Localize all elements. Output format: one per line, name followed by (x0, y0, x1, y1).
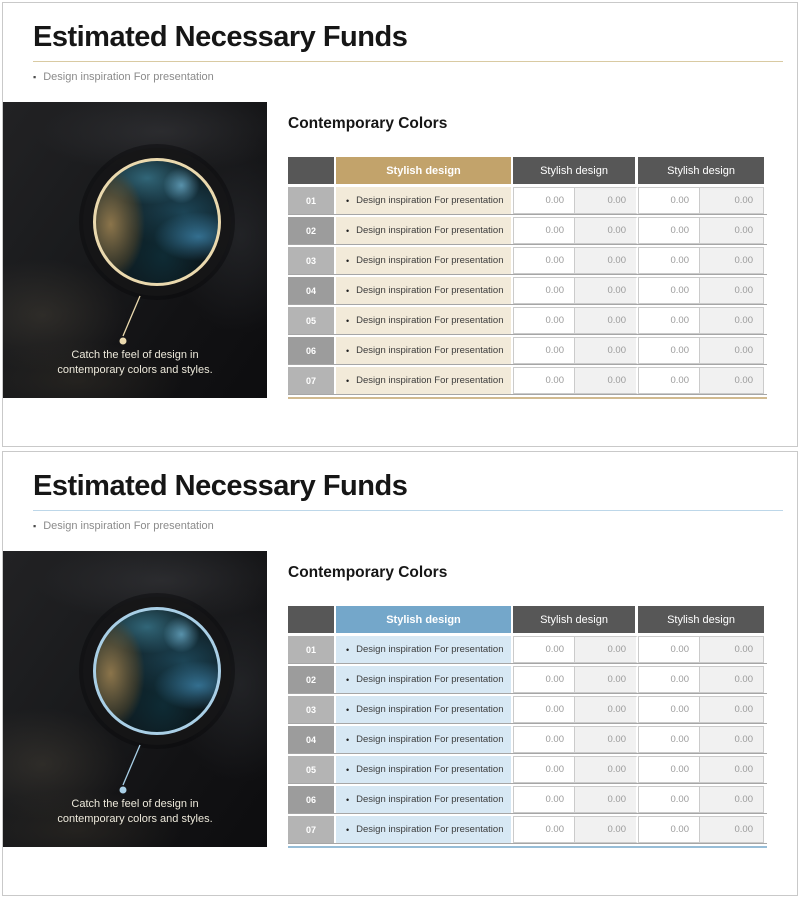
header-blank-cell (288, 157, 336, 184)
value-cell: 0.00 (700, 666, 764, 693)
table-body (288, 187, 767, 395)
value-cell: 0.00 (638, 337, 700, 364)
row-description-cell (336, 247, 513, 274)
row-description-cell (336, 726, 513, 753)
value-cell: 0.00 (575, 277, 638, 304)
row-description-cell (336, 307, 513, 334)
table-row (288, 636, 767, 664)
dot-bullet-icon: • (346, 285, 350, 296)
table-row (288, 247, 767, 275)
value-cell: 0.00 (638, 756, 700, 783)
row-description-text: Design inspiration For presentation (356, 285, 504, 296)
dot-bullet-icon: • (346, 764, 350, 775)
page-title: Estimated Necessary Funds (33, 21, 408, 53)
slide-preview-1[interactable] (2, 2, 798, 447)
value-cell: 0.00 (575, 217, 638, 244)
row-description-text: Design inspiration For presentation (356, 674, 504, 685)
row-description-text: Design inspiration For presentation (356, 794, 504, 805)
value-cell: 0.00 (638, 816, 700, 843)
dot-bullet-icon: • (346, 674, 350, 685)
value-cell: 0.00 (575, 307, 638, 334)
value-cell: 0.00 (575, 367, 638, 394)
caption-line-1: Catch the feel of design in (71, 798, 199, 810)
value-cell: 0.00 (700, 187, 764, 214)
dot-bullet-icon: • (346, 375, 350, 386)
value-cell: 0.00 (638, 666, 700, 693)
row-description-cell (336, 816, 513, 843)
circle-inset-photo (93, 158, 221, 286)
value-cell: 0.00 (638, 636, 700, 663)
row-description-cell (336, 696, 513, 723)
header-group-1: Stylish design (336, 606, 513, 633)
dot-bullet-icon: • (346, 824, 350, 835)
value-cell: 0.00 (638, 247, 700, 274)
value-cell: 0.00 (575, 337, 638, 364)
title-underline (33, 510, 783, 511)
table-bottom-accent (288, 397, 767, 399)
row-description-text: Design inspiration For presentation (356, 255, 504, 266)
row-description-cell (336, 367, 513, 394)
value-cell: 0.00 (700, 337, 764, 364)
value-cell: 0.00 (700, 247, 764, 274)
row-description-text: Design inspiration For presentation (356, 195, 504, 206)
value-cell: 0.00 (638, 277, 700, 304)
value-cell: 0.00 (638, 307, 700, 334)
header-group-2: Stylish design (513, 606, 638, 633)
title-underline (33, 61, 783, 62)
row-number-cell: 01 (288, 636, 336, 663)
value-cell: 0.00 (575, 756, 638, 783)
connector-line (106, 741, 152, 801)
row-description-cell (336, 666, 513, 693)
row-description-cell (336, 187, 513, 214)
value-cell: 0.00 (513, 726, 575, 753)
table-row (288, 696, 767, 724)
value-cell: 0.00 (575, 187, 638, 214)
row-number-cell: 02 (288, 217, 336, 244)
connector-line (106, 292, 152, 352)
caption-line-2: contemporary colors and styles. (57, 813, 213, 825)
value-cell: 0.00 (513, 367, 575, 394)
value-cell: 0.00 (513, 756, 575, 783)
row-number-cell: 04 (288, 277, 336, 304)
engine-macro-photo (3, 551, 267, 847)
header-group-1: Stylish design (336, 157, 513, 184)
engine-macro-photo (3, 102, 267, 398)
dot-bullet-icon: • (346, 195, 350, 206)
value-cell: 0.00 (638, 696, 700, 723)
value-cell: 0.00 (575, 726, 638, 753)
value-cell: 0.00 (513, 247, 575, 274)
table-header-row (288, 606, 767, 633)
subtitle (33, 520, 214, 532)
table-row (288, 756, 767, 784)
row-description-cell (336, 277, 513, 304)
value-cell: 0.00 (513, 277, 575, 304)
table-row (288, 307, 767, 335)
table-row (288, 786, 767, 814)
slide-preview-2[interactable] (2, 451, 798, 896)
funds-table (288, 157, 767, 399)
row-description-text: Design inspiration For presentation (356, 734, 504, 745)
value-cell: 0.00 (575, 636, 638, 663)
row-description-cell (336, 337, 513, 364)
table-row (288, 187, 767, 215)
value-cell: 0.00 (513, 696, 575, 723)
row-number-cell: 05 (288, 307, 336, 334)
subtitle (33, 71, 214, 83)
value-cell: 0.00 (638, 217, 700, 244)
table-row (288, 666, 767, 694)
row-number-cell: 07 (288, 367, 336, 394)
row-number-cell: 04 (288, 726, 336, 753)
dot-bullet-icon: • (346, 255, 350, 266)
row-number-cell: 01 (288, 187, 336, 214)
value-cell: 0.00 (513, 337, 575, 364)
value-cell: 0.00 (700, 367, 764, 394)
value-cell: 0.00 (700, 277, 764, 304)
row-number-cell: 07 (288, 816, 336, 843)
page-title: Estimated Necessary Funds (33, 470, 408, 502)
photo-caption (3, 797, 267, 827)
value-cell: 0.00 (638, 367, 700, 394)
square-bullet-icon: ▪ (33, 72, 37, 82)
subtitle-text: Design inspiration For presentation (43, 520, 214, 532)
table-row (288, 367, 767, 395)
value-cell: 0.00 (513, 786, 575, 813)
dot-bullet-icon: • (346, 734, 350, 745)
row-description-text: Design inspiration For presentation (356, 704, 504, 715)
row-description-text: Design inspiration For presentation (356, 764, 504, 775)
row-description-text: Design inspiration For presentation (356, 824, 504, 835)
value-cell: 0.00 (638, 726, 700, 753)
value-cell: 0.00 (575, 696, 638, 723)
value-cell: 0.00 (513, 816, 575, 843)
table-row (288, 217, 767, 245)
table-row (288, 816, 767, 844)
value-cell: 0.00 (513, 307, 575, 334)
dot-bullet-icon: • (346, 345, 350, 356)
row-description-text: Design inspiration For presentation (356, 225, 504, 236)
dot-bullet-icon: • (346, 704, 350, 715)
row-description-cell (336, 786, 513, 813)
value-cell: 0.00 (700, 816, 764, 843)
row-description-cell (336, 636, 513, 663)
header-group-3: Stylish design (638, 606, 764, 633)
row-description-cell (336, 217, 513, 244)
value-cell: 0.00 (638, 786, 700, 813)
square-bullet-icon: ▪ (33, 521, 37, 531)
value-cell: 0.00 (513, 636, 575, 663)
section-heading: Contemporary Colors (288, 564, 448, 581)
row-description-text: Design inspiration For presentation (356, 345, 504, 356)
value-cell: 0.00 (513, 187, 575, 214)
header-group-3: Stylish design (638, 157, 764, 184)
value-cell: 0.00 (575, 786, 638, 813)
row-number-cell: 03 (288, 696, 336, 723)
row-description-text: Design inspiration For presentation (356, 315, 504, 326)
header-blank-cell (288, 606, 336, 633)
section-heading: Contemporary Colors (288, 115, 448, 132)
row-description-cell (336, 756, 513, 783)
value-cell: 0.00 (700, 636, 764, 663)
value-cell: 0.00 (700, 217, 764, 244)
row-number-cell: 06 (288, 337, 336, 364)
table-bottom-accent (288, 846, 767, 848)
row-number-cell: 02 (288, 666, 336, 693)
caption-line-1: Catch the feel of design in (71, 349, 199, 361)
table-header-row (288, 157, 767, 184)
row-description-text: Design inspiration For presentation (356, 375, 504, 386)
row-number-cell: 05 (288, 756, 336, 783)
value-cell: 0.00 (700, 756, 764, 783)
caption-line-2: contemporary colors and styles. (57, 364, 213, 376)
dot-bullet-icon: • (346, 225, 350, 236)
funds-table (288, 606, 767, 848)
value-cell: 0.00 (513, 666, 575, 693)
row-number-cell: 03 (288, 247, 336, 274)
circle-inset-photo (93, 607, 221, 735)
dot-bullet-icon: • (346, 644, 350, 655)
dot-bullet-icon: • (346, 794, 350, 805)
table-row (288, 277, 767, 305)
table-body (288, 636, 767, 844)
value-cell: 0.00 (575, 247, 638, 274)
value-cell: 0.00 (575, 816, 638, 843)
row-number-cell: 06 (288, 786, 336, 813)
value-cell: 0.00 (638, 187, 700, 214)
header-group-2: Stylish design (513, 157, 638, 184)
dot-bullet-icon: • (346, 315, 350, 326)
value-cell: 0.00 (700, 696, 764, 723)
value-cell: 0.00 (513, 217, 575, 244)
subtitle-text: Design inspiration For presentation (43, 71, 214, 83)
value-cell: 0.00 (575, 666, 638, 693)
table-row (288, 337, 767, 365)
value-cell: 0.00 (700, 786, 764, 813)
value-cell: 0.00 (700, 307, 764, 334)
row-description-text: Design inspiration For presentation (356, 644, 504, 655)
table-row (288, 726, 767, 754)
value-cell: 0.00 (700, 726, 764, 753)
photo-caption (3, 348, 267, 378)
